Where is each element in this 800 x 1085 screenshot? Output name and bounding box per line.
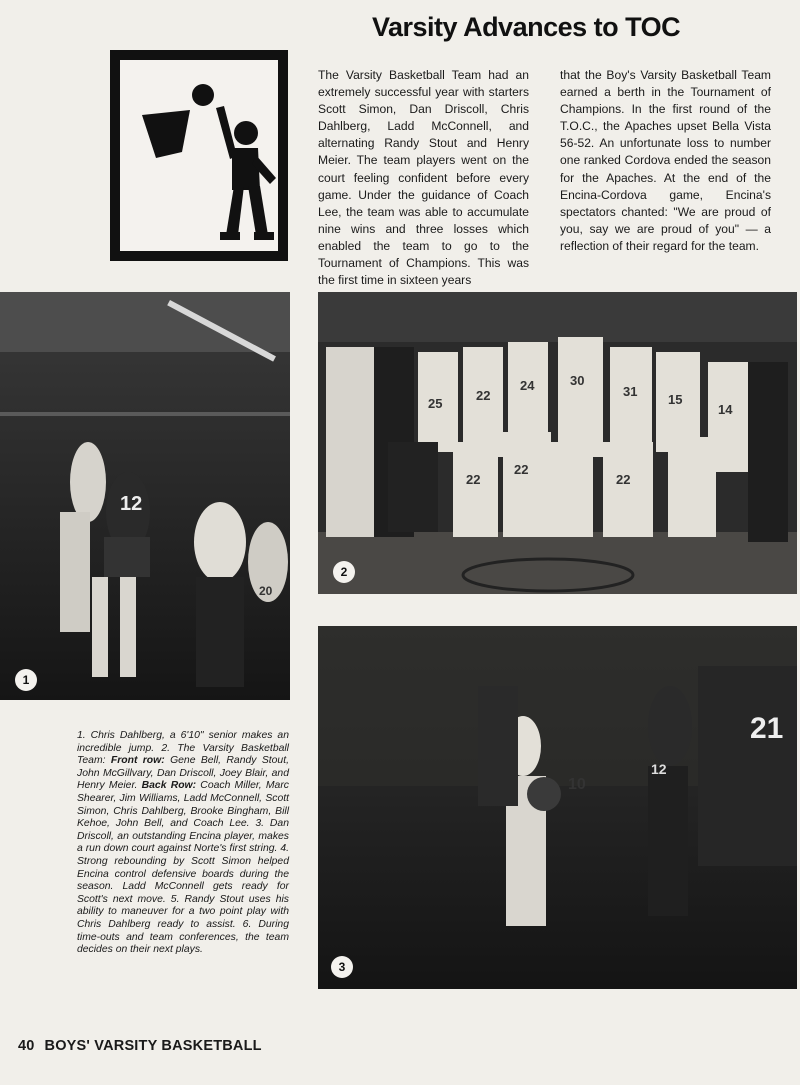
- jersey-number: 20: [259, 584, 273, 598]
- caption-text: Coach Miller, Marc Shearer, Jim Williams, Ladd McConnell, Scott Simon, Chris Dahlberg, Brooke Bingham, Bill Kehoe, John Bell, and Coach Lee. 3. Dan Driscoll, an outstanding Encina player, makes a run down court against Norte's first string. 4. Strong rebounding by Scott Simon helped Encina control defensive boards during the season. Ladd McConnell gets ready for Scott's next move. 5. Randy Stout uses his ability to maneuver for a two point play with Chris Dahlberg ready to assist. 6. During time-outs and team conferences, the team decides on their next plays.: [77, 780, 289, 956]
- jersey-number: 22: [476, 388, 491, 403]
- jersey-number: 10: [568, 776, 586, 793]
- jersey-number: 30: [570, 373, 585, 388]
- basketball-player-icon: [120, 60, 278, 251]
- photo-captions: [77, 730, 289, 957]
- page-title: Varsity Advances to TOC: [372, 12, 681, 42]
- photo-3: [318, 626, 797, 989]
- caption-back-row-label: Back Row:: [141, 780, 197, 792]
- jersey-number: 22: [466, 472, 481, 487]
- jersey-number: 21: [750, 712, 784, 745]
- jersey-number: 31: [623, 384, 638, 399]
- logo-box: [110, 50, 288, 261]
- page-footer: [18, 1038, 262, 1054]
- caption-text: Gene Bell, Randy Stout, John McGillvary, Dan Driscoll, Joey Blair, and Henry Meier.: [77, 755, 289, 792]
- article-column-2: that the Boy's Varsity Basketball Team earned a berth in the Tournament of Champions. In the first round of the T.O.C., the Apaches upset Bella Vista 56-52. An unfortunate loss to number one ranked Cordova ended the season for the Apaches. At the end of the Encina-Cordova game, Encina's spectators chanted: "We are proud of you, say we are proud of you" — a reflection of their regard for the team.: [560, 68, 771, 253]
- photo-number-badge: 1: [15, 669, 37, 691]
- jersey-number: 15: [668, 392, 683, 407]
- photo-number-badge: 3: [331, 956, 353, 978]
- jersey-number: 12: [651, 761, 667, 777]
- jersey-number: 22: [514, 462, 529, 477]
- jersey-number: 24: [520, 378, 535, 393]
- jersey-number: 12: [120, 493, 143, 515]
- jersey-number: 25: [428, 396, 443, 411]
- jersey-number: 22: [616, 472, 631, 487]
- section-title: BOYS' VARSITY BASKETBALL: [44, 1038, 262, 1054]
- photo-number-badge: 2: [333, 561, 355, 583]
- jersey-number: 14: [718, 402, 733, 417]
- page-number: 40: [18, 1038, 35, 1054]
- article-column-1: The Varsity Basketball Team had an extremely successful year with starters Scott Simon, Dan Driscoll, Chris Dahlberg, Ladd McConnell, and alternating Randy Stout and Henry Meier. The team players went on the court feeling confident before every game. Under the guidance of Coach Lee, the team was able to accumulate nine wins and three losses which enabled the team to go to the Tournament of Champions. This was the first time in sixteen years: [318, 68, 529, 288]
- caption-front-row-label: Front row:: [110, 755, 165, 767]
- photo-1: [0, 292, 290, 700]
- caption-text: 1. Chris Dahlberg, a 6'10" senior makes an incredible jump. 2. The Varsity Basketball Team:: [77, 730, 289, 767]
- photo-2: [318, 292, 797, 594]
